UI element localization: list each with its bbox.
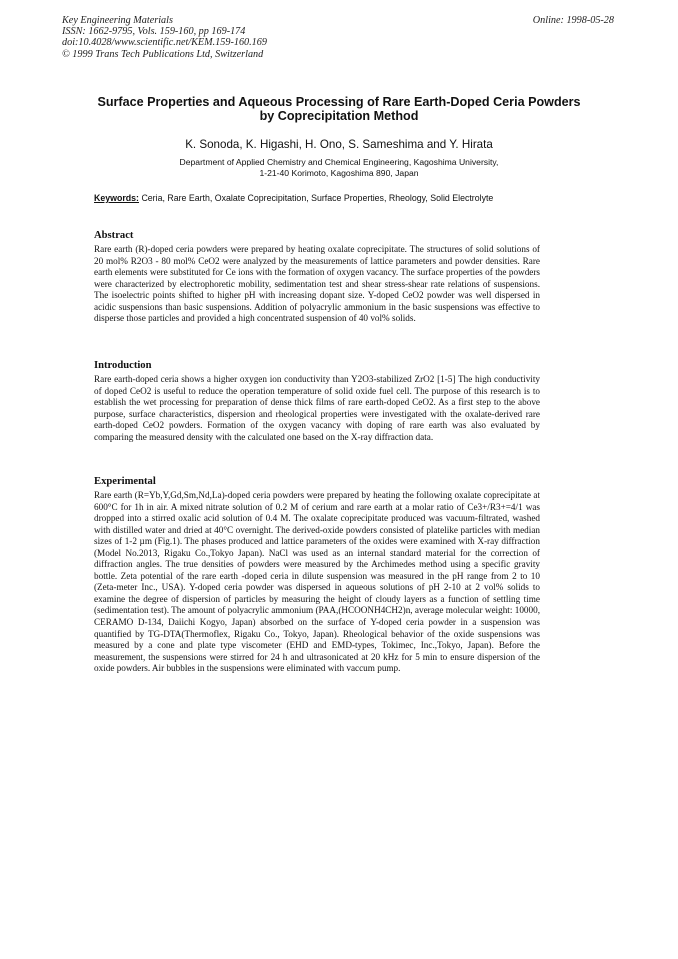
experimental-body: Rare earth (R=Yb,Y,Gd,Sm,Nd,La)-doped ceria powders were prepared by heating the following oxalate coprecipitate at 600°C for 1h in air. A mixed nitrate solution of 0.2 M of cerium and rare earth at a molar ratio of Ce3+/R3+=4/1 was dropped into a stirred oxalic acid solution of 0.4 M. The oxalate coprecipitate produced was vacuum-filtrated, washed with distilled water and dried at 40°C overnight. The derived-oxide powders consisted of platelike particles with median sizes of 1-2 µm (Fig.1). The phases produced and lattice parameters of the oxides were examined with X-ray diffraction (Model No.2013, Rigaku Co.,Tokyo Japan). NaCl was used as an internal standard material for the correction of diffraction angles. The true densities of powders were measured by the Archimedes method using a specific gravity bottle. Zeta potential of the rare earth -doped ceria in dilute suspension was measured in the pH range from 2 to 10 (Zeta-meter Inc., USA). Y-doped ceria powder was dispersed in aqueous solutions of pH 2-10 at 2 vol% solids to examine the degree of dispersion of particles by measuring the height of cloudy layers as a function of settling time (sedimentation test). The amount of polyacrylic ammonium (PAA,(HCOONH4CH2)n, average molecular weight: 10000, CERAMO D-134, Daiichi Kogyo, Japan) absorbed on the surface of Y-doped ceria powder in a suspension was quantified by TG-DTA(Thermoflex, Rigaku Co., Tokyo, Japan). Rheological behavior of the oxide suspensions was measured by a cone and plate type viscometer (EHD and EMD-types, Tokimec, Inc.,Tokyo, Japan). Before the measurement, the suspensions were stirred for 24 h and ultrasonicated at 20 kHz for 5 min to ensure dispersion of the oxide powders. Air bubbles in the suspensions were eliminated with vaccum pump.	[94, 490, 540, 674]
paper-title: Surface Properties and Aqueous Processing of Rare Earth-Doped Ceria Powders by Coprecipitation Method	[97, 95, 581, 123]
affiliation	[95, 157, 583, 179]
abstract-heading: Abstract	[94, 230, 134, 241]
experimental-section	[94, 476, 540, 675]
keywords-label: Keywords:	[94, 193, 139, 203]
journal-issn: ISSN: 1662-9795, Vols. 159-160, pp 169-174	[62, 26, 246, 38]
keywords	[94, 193, 546, 204]
introduction-body: Rare earth-doped ceria shows a higher oxygen ion conductivity than Y2O3-stabilized ZrO2 [1-5] The high conductivity of doped CeO2 is useful to reduce the operation temperature of solid oxide fuel cell. The purpose of this research is to establish the wet processing for preparation of dense thick films of rare earth-doped CeO2. As a first step to the above purpose, surface characteristics, dispersion and rheological properties were investigated with the oxalate-derived rare earth-doped CeO2 powders. Formation of the oxygen vacancy with doping of rare earth was also evaluated by comparing the measured density with the calculated one based on the X-ray diffraction data.	[94, 374, 540, 442]
journal-name: Key Engineering Materials	[62, 15, 173, 26]
keywords-text: Ceria, Rare Earth, Oxalate Coprecipitation, Surface Properties, Rheology, Solid Electrolyte	[141, 193, 494, 203]
author-list: K. Sonoda, K. Higashi, H. Ono, S. Sameshima and Y. Hirata	[185, 138, 493, 151]
journal-copyright: © 1999 Trans Tech Publications Ltd, Switzerland	[62, 48, 264, 60]
affiliation-line-1: Department of Applied Chemistry and Chemical Engineering, Kagoshima University,	[179, 157, 499, 167]
introduction-heading: Introduction	[94, 360, 152, 371]
experimental-heading: Experimental	[94, 476, 156, 487]
abstract-body: Rare earth (R)-doped ceria powders were prepared by heating oxalate coprecipitate. The structures of solid solutions of 20 mol% R2O3 - 80 mol% CeO2 were analyzed by the measurements of lattice parameters and powder densities. Rare earth elements were substituted for Ce ions with the formation of oxygen vacancy. The surface properties of the powders were characterized by electrophoretic mobility, sedimentation test and shear stress-shear rate relations of suspensions. The isoelectric points shifted to higher pH with increasing dopant size. Y-doped CeO2 powder was well dispersed in acidic suspensions than basic suspensions. Addition of polyacrylic ammonium in the basic suspensions was effective to disperse those particles and provided a high concentrated suspension of 40 vol% solids.	[94, 244, 540, 324]
journal-doi: doi:10.4028/www.scientific.net/KEM.159-160.169	[62, 37, 267, 49]
online-date: Online: 1998-05-28	[532, 15, 614, 26]
journal-info	[62, 15, 422, 60]
affiliation-line-2: 1-21-40 Korimoto, Kagoshima 890, Japan	[259, 168, 419, 178]
abstract-section	[94, 230, 540, 325]
introduction-section	[94, 360, 540, 443]
